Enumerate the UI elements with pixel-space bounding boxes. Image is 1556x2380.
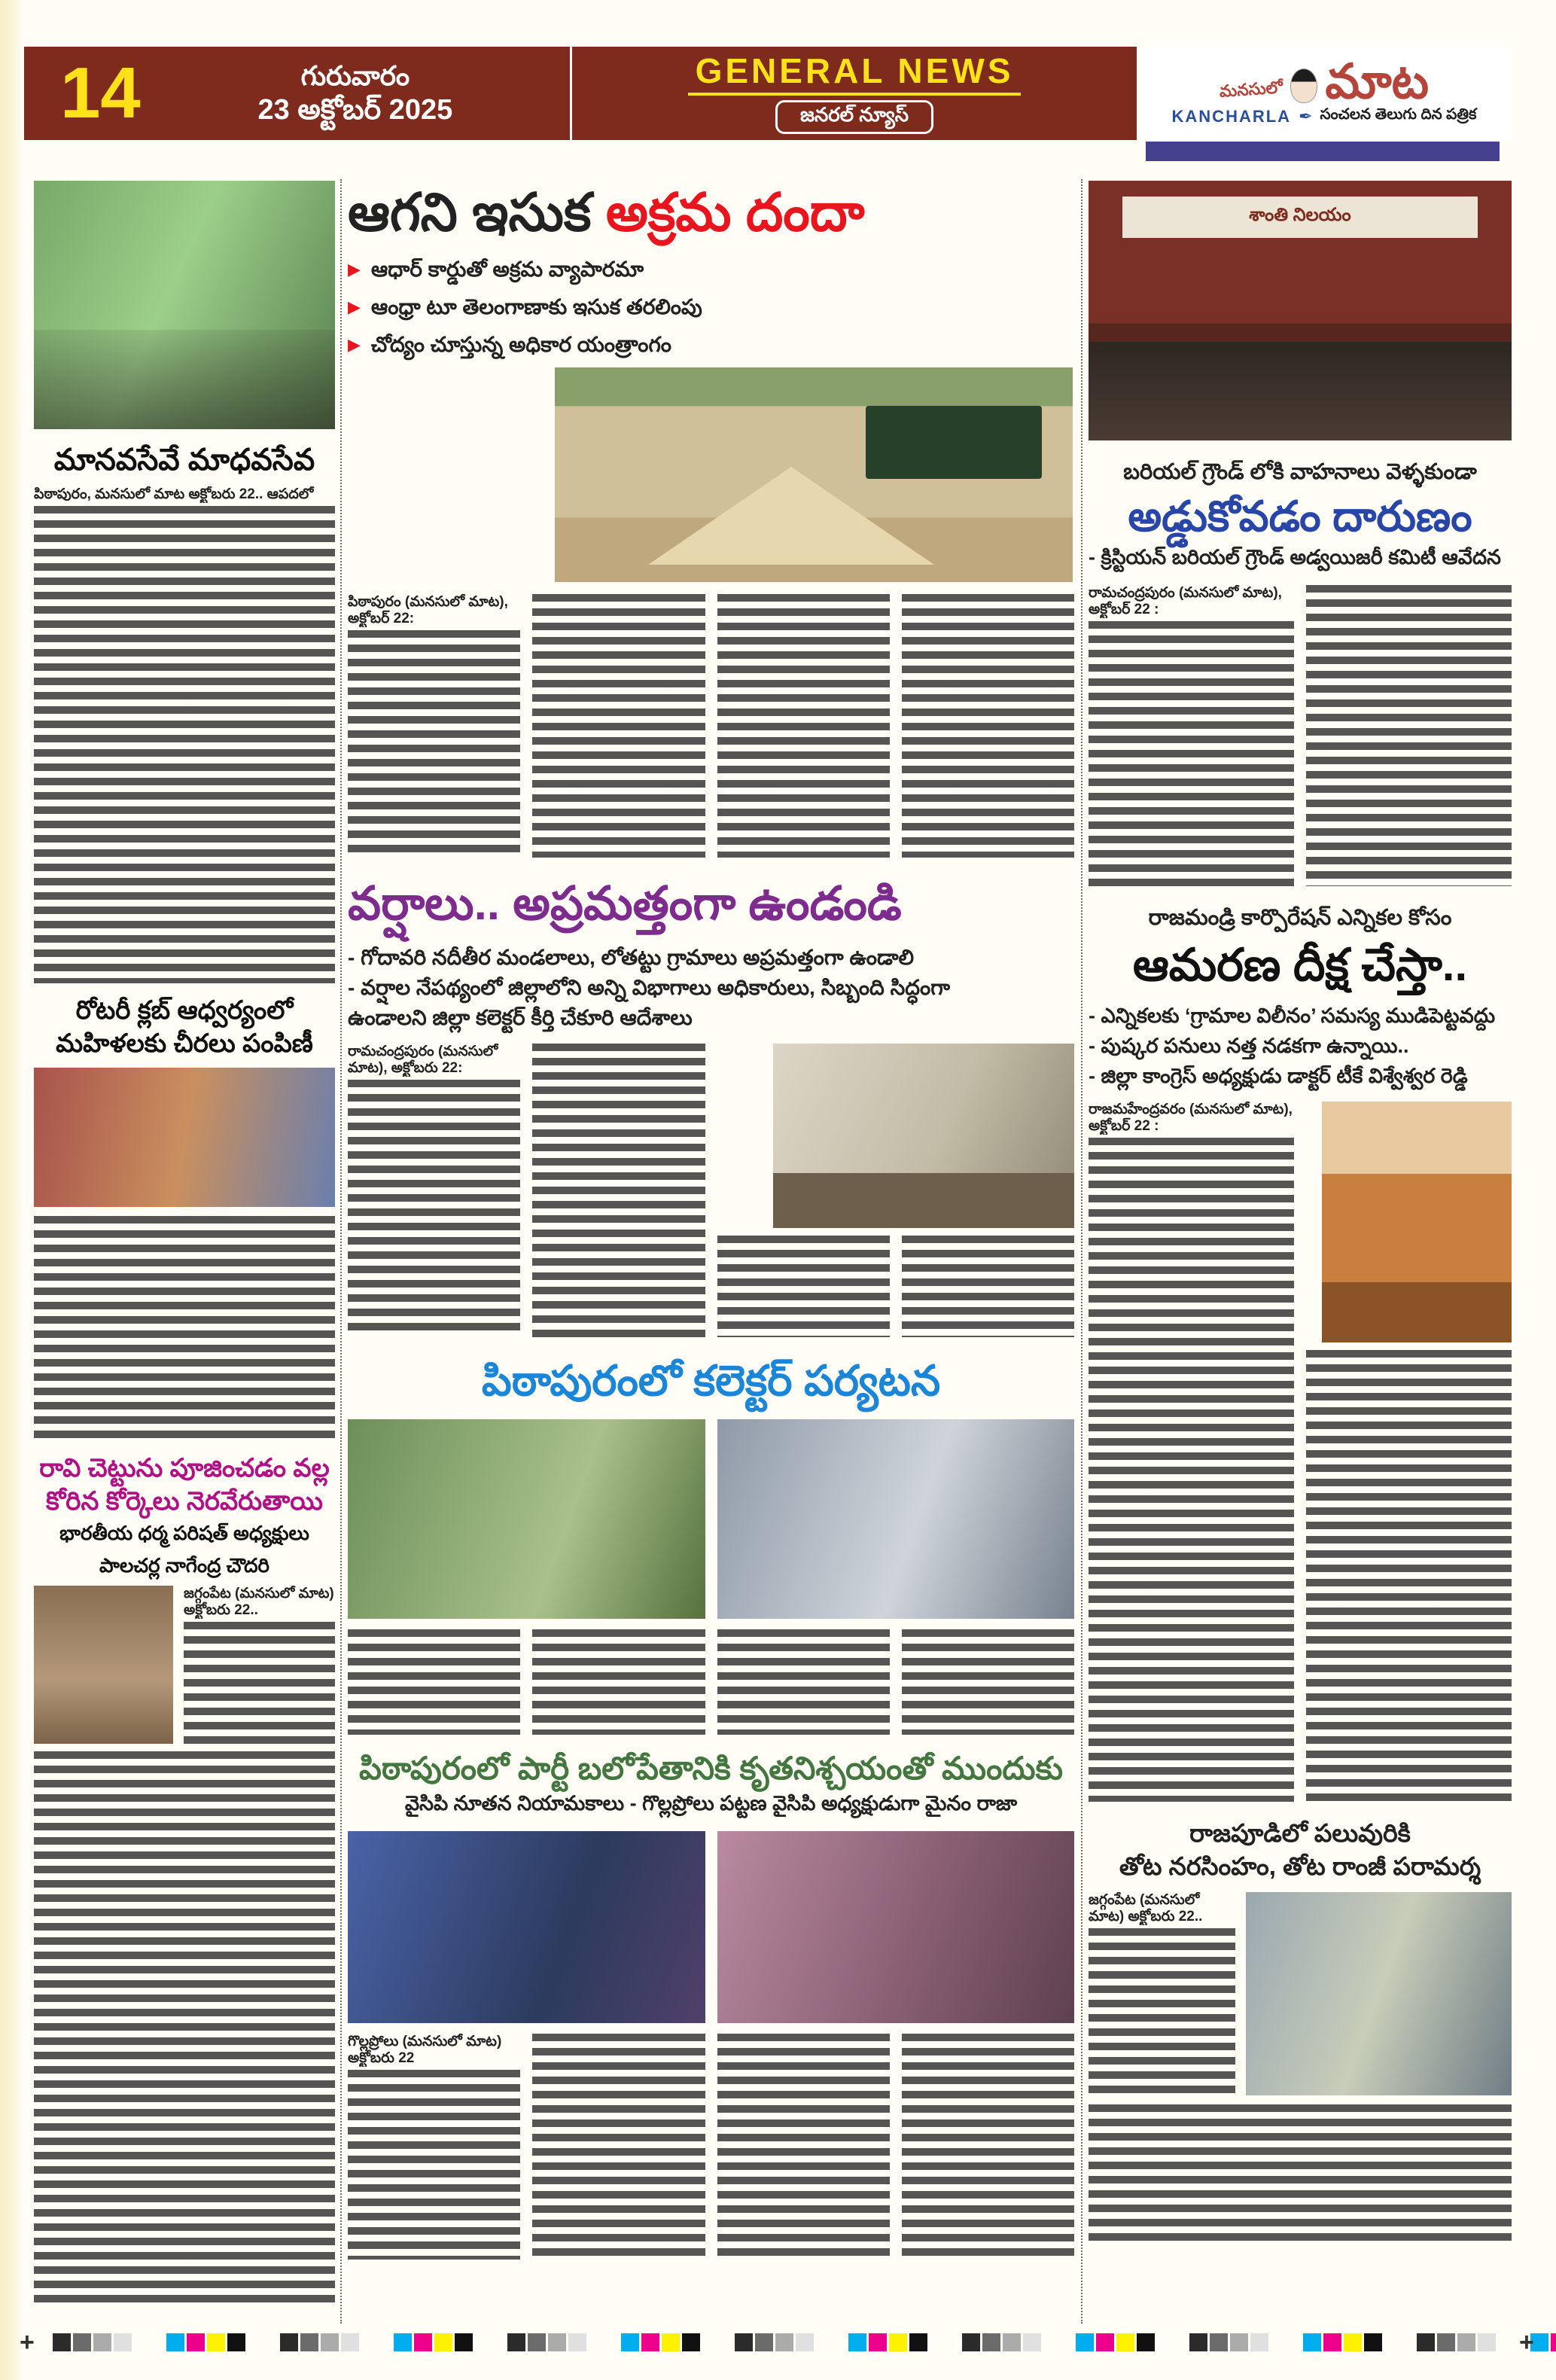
color-patch xyxy=(1303,2333,1321,2351)
color-patch xyxy=(187,2333,205,2351)
color-patch xyxy=(548,2333,566,2351)
grey-ramp-patch-group xyxy=(1189,2333,1268,2351)
body-text-greeked xyxy=(1089,2104,1512,2244)
color-patch xyxy=(775,2333,793,2351)
main-headline xyxy=(348,181,1074,244)
color-patch xyxy=(1096,2333,1114,2351)
header-band xyxy=(24,47,1137,140)
visit-headline-line2: తోట నరసింహం, తోట రాంజీ పరామర్శ xyxy=(1119,1851,1481,1880)
left-column xyxy=(34,181,335,2308)
color-patch xyxy=(1003,2333,1021,2351)
photo-saree-distribution xyxy=(34,1068,335,1207)
section-title-te: జనరల్ న్యూస్ xyxy=(775,100,933,134)
body-text-greeked xyxy=(532,594,705,858)
header-section-cell xyxy=(572,47,1137,140)
body-column-3 xyxy=(717,2034,890,2260)
main-bullet-2 xyxy=(348,292,1074,322)
masthead-tagline: సంచలన తెలుగు దిన పత్రిక xyxy=(1320,106,1477,123)
column-rule-left xyxy=(340,179,342,2324)
body-column-2 xyxy=(532,2034,705,2260)
sand-pile-shape xyxy=(648,467,934,565)
photo-congress-leader-portrait xyxy=(1322,1102,1512,1342)
photo-shanti-nilayam-stage xyxy=(1089,181,1512,440)
main-bullet-3-text: చోద్యం చూస్తున్న అధికార యంత్రాంగం xyxy=(370,333,671,356)
rain-article-dateline: రామచంద్రపురం (మనసులో మాట), అక్టోబరు 22: xyxy=(348,1044,498,1077)
color-patch xyxy=(962,2333,980,2351)
body-text-greeked xyxy=(34,1216,335,1438)
cmyk-patch-group xyxy=(1303,2333,1382,2351)
visit-media-row xyxy=(1089,1892,1512,2095)
desk-shape xyxy=(773,1173,1074,1229)
color-patch xyxy=(300,2333,318,2351)
color-patch xyxy=(394,2333,412,2351)
main-headline-red: అక్రమ దందా xyxy=(605,183,865,242)
color-patch xyxy=(1189,2333,1207,2351)
color-patch xyxy=(528,2333,546,2351)
rain-article-body-wrap xyxy=(348,1044,1074,1337)
color-patch xyxy=(735,2333,753,2351)
color-patch xyxy=(1323,2333,1341,2351)
middle-section xyxy=(348,181,1074,2260)
color-patch xyxy=(682,2333,700,2351)
color-patch xyxy=(1230,2333,1248,2351)
color-patch xyxy=(889,2333,907,2351)
body-column-1 xyxy=(1089,1102,1294,1802)
photo-cash-assistance-group xyxy=(34,181,335,429)
color-patch xyxy=(1417,2333,1435,2351)
body-text-greeked xyxy=(717,2034,890,2260)
color-patch xyxy=(414,2333,432,2351)
left-article3-dateline: జగ్గంపేట (మనసులో మాట) అక్టోబరు 22.. xyxy=(184,1586,334,1618)
fast-headline: ఆమరణ దీక్ష చేస్తా.. xyxy=(1132,939,1468,990)
fast-bullet-1: - ఎన్నికలకు ‘గ్రామాల విలీనం’ సమస్య ముడిపెట్టవద్దు xyxy=(1089,1004,1496,1027)
body-column-2 xyxy=(1306,585,1512,886)
color-patch xyxy=(755,2333,773,2351)
color-patch xyxy=(1344,2333,1362,2351)
cmyk-patch-group xyxy=(394,2333,473,2351)
body-text-greeked xyxy=(34,1751,335,2308)
color-patch xyxy=(982,2333,1000,2351)
burial-headline: అడ్డుకోవడం దారుణం xyxy=(1128,492,1472,540)
body-text-greeked xyxy=(1306,1350,1512,1802)
grey-ramp-patch-group xyxy=(735,2333,814,2351)
pen-nib-icon: ✒ xyxy=(1299,106,1313,126)
visit-body-start xyxy=(1089,1892,1235,2095)
color-patch xyxy=(1076,2333,1094,2351)
registration-cross-right: + xyxy=(1519,2328,1534,2357)
body-text-greeked xyxy=(902,1629,1074,1735)
registration-cross-left: + xyxy=(20,2328,35,2357)
fast-body-wrap xyxy=(1089,1102,1512,1802)
masthead-title: మాట xyxy=(1325,53,1430,108)
page-edge-shading xyxy=(0,0,24,2380)
body-text-greeked xyxy=(532,1629,705,1735)
color-patch xyxy=(455,2333,473,2351)
header-left-cell xyxy=(24,47,572,140)
body-column-1 xyxy=(1089,585,1294,886)
bullet-triangle-icon: ▶ xyxy=(348,260,361,279)
masthead-row xyxy=(1218,53,1430,108)
body-text-greeked xyxy=(184,1622,335,1744)
color-patch xyxy=(568,2333,586,2351)
bullet-triangle-icon: ▶ xyxy=(348,335,361,354)
color-patch xyxy=(796,2333,814,2351)
main-article-body xyxy=(348,594,1074,858)
body-text-greeked xyxy=(717,1236,890,1337)
grey-ramp-patch-group xyxy=(53,2333,132,2351)
left-article3-body-start xyxy=(184,1586,335,1744)
body-text-greeked xyxy=(348,630,520,858)
publisher-label: KANCHARLA xyxy=(1171,106,1292,126)
grey-ramp-patch-group xyxy=(962,2333,1041,2351)
main-article-dateline: పిఠాపురం (మనసులో మాట), అక్టోబర్ 22: xyxy=(348,594,508,626)
left-article3-media-row xyxy=(34,1586,335,1744)
color-patch xyxy=(114,2333,132,2351)
body-text-greeked xyxy=(1306,585,1512,886)
cmyk-patch-group xyxy=(1076,2333,1155,2351)
photo-rajapudi-visit xyxy=(1246,1892,1512,2095)
main-bullet-list xyxy=(348,254,1074,360)
left-article2-headline: రోటరీ క్లబ్ ఆధ్వర్యంలో మహిళలకు చీరలు పంపిణీ xyxy=(56,996,313,1058)
body-column-1 xyxy=(348,594,520,858)
day-label: గురువారం xyxy=(300,60,410,91)
left-article1-body xyxy=(34,486,335,983)
cmyk-patch-group xyxy=(1530,2333,1556,2351)
body-text-greeked xyxy=(34,506,335,983)
rain-subhead-2: - వర్షాల నేపథ్యంలో జిల్లాలోని అన్ని విభాగాలు అధికారులు, సిబ్బంది సిద్ధంగా xyxy=(348,976,950,1000)
body-column-4 xyxy=(902,2034,1074,2260)
main-bullet-3 xyxy=(348,330,1074,360)
color-patch xyxy=(1023,2333,1041,2351)
masthead-subrow xyxy=(1172,106,1477,126)
grey-ramp-patch-group xyxy=(1417,2333,1496,2351)
body-column-1 xyxy=(348,2034,520,2260)
main-bullet-2-text: ఆంధ్రా టూ తెలంగాణాకు ఇసుక తరలింపు xyxy=(370,295,702,318)
party-article-dateline: గొల్లప్రోలు (మనసులో మాట) అక్టోబరు 22 xyxy=(348,2034,502,2067)
collector-tour-photos xyxy=(348,1419,1074,1619)
masthead-pre-label: మనసులో xyxy=(1218,78,1283,102)
body-column-2 xyxy=(532,1629,705,1735)
date-block xyxy=(141,59,570,127)
right-column xyxy=(1089,181,1512,2244)
photo-collector-field-visit-2 xyxy=(717,1419,1075,1619)
body-text-greeked xyxy=(348,1629,520,1735)
body-text-greeked xyxy=(532,2034,705,2260)
color-patch xyxy=(1210,2333,1228,2351)
color-patch xyxy=(507,2333,525,2351)
grey-ramp-patch-group xyxy=(507,2333,586,2351)
masthead-logo xyxy=(1137,47,1512,140)
left-article1-headline: మానవసేవే మాధవసేవ xyxy=(53,443,315,477)
party-article-subhead: వైసిపి నూతన నియామకాలు - గొల్లప్రోలు పట్టణ వైసిపి అధ్యక్షుడుగా మైనం రాజా xyxy=(404,1792,1018,1815)
color-patch xyxy=(207,2333,225,2351)
color-patch xyxy=(621,2333,639,2351)
body-text-greeked xyxy=(348,2070,520,2260)
color-patch xyxy=(641,2333,659,2351)
body-text-greeked xyxy=(902,594,1074,858)
main-bullet-1-text: ఆధార్ కార్డుతో అక్రమ వ్యాపారమా xyxy=(370,258,644,281)
rain-subhead-1: - గోదావరి నదీతీర మండలాలు, లోతట్టు గ్రామాలు అప్రమత్తంగా ఉండాలి xyxy=(348,946,915,970)
color-patch xyxy=(280,2333,298,2351)
left-article3-subhead-2: పాలచర్ల నాగేంద్ర చౌదరి xyxy=(99,1554,269,1577)
bullet-triangle-icon: ▶ xyxy=(348,297,361,316)
body-column-2 xyxy=(532,1044,705,1337)
stage-banner: శాంతి నిలయం xyxy=(1122,197,1478,238)
burial-body xyxy=(1089,585,1512,886)
color-patch xyxy=(227,2333,245,2351)
body-text-greeked xyxy=(532,1044,705,1337)
collector-tour-headline: పిఠాపురంలో కలెక్టర్ పర్యటన xyxy=(481,1357,941,1405)
fast-bullet-2: - పుష్కర పనులు నత్త నడకగా ఉన్నాయి.. xyxy=(1089,1034,1409,1057)
visit-headline xyxy=(1089,1817,1512,1883)
main-headline-black: ఆగని ఇసుక xyxy=(348,183,606,242)
fast-bullet-3: - జిల్లా కాంగ్రెస్ అధ్యక్షుడు డాక్టర్ టీకే విశ్వేశ్వర రెడ్డి xyxy=(1089,1064,1468,1087)
body-text-greeked xyxy=(1089,621,1294,886)
color-patch xyxy=(848,2333,866,2351)
body-column-3 xyxy=(717,594,890,858)
visit-headline-line1: రాజపూడిలో పలువురికి xyxy=(1189,1818,1411,1847)
column-rule-right xyxy=(1081,179,1083,2324)
grey-ramp-patch-group xyxy=(280,2333,359,2351)
color-patch xyxy=(434,2333,452,2351)
body-column-1 xyxy=(348,1044,520,1337)
color-patch xyxy=(1457,2333,1475,2351)
color-patch xyxy=(93,2333,111,2351)
body-column-1 xyxy=(348,1629,520,1735)
party-article-body xyxy=(348,2034,1074,2260)
cmyk-patch-group xyxy=(621,2333,700,2351)
color-patch xyxy=(1551,2333,1556,2351)
color-patch xyxy=(1437,2333,1455,2351)
burial-subhead: - క్రిస్టియన్ బరియల్ గ్రౌండ్ అడ్వయిజరీ కమిటీ ఆవేదన xyxy=(1089,545,1501,568)
color-patch xyxy=(1250,2333,1268,2351)
date-label: 23 అక్టోబర్ 2025 xyxy=(257,94,453,126)
rain-article-headline: వర్షాలు.. అప్రమత్తంగా ఉండండి xyxy=(348,878,902,930)
body-text-greeked xyxy=(902,1236,1074,1337)
color-patch xyxy=(1478,2333,1496,2351)
fast-dateline: రాజమహేంద్రవరం (మనసులో మాట), అక్టోబర్ 22 : xyxy=(1089,1101,1293,1134)
color-patch xyxy=(1116,2333,1134,2351)
color-calibration-strip xyxy=(53,2333,1506,2352)
burial-kicker: బరియల్ గ్రౌండ్ లోకి వాహనాలు వెళ్ళకుండా xyxy=(1123,460,1477,484)
party-article-photos xyxy=(348,1831,1074,2023)
color-patch xyxy=(909,2333,927,2351)
color-patch xyxy=(341,2333,359,2351)
body-text-greeked xyxy=(902,2034,1074,2260)
cmyk-patch-group xyxy=(166,2333,245,2351)
color-patch xyxy=(869,2333,887,2351)
photo-shadow xyxy=(34,330,335,429)
body-text-greeked xyxy=(1089,1138,1294,1802)
section-title-en: GENERAL NEWS xyxy=(688,53,1022,95)
photo-collector-at-desk xyxy=(773,1044,1074,1228)
body-column-4 xyxy=(902,1629,1074,1735)
body-column-2 xyxy=(532,594,705,858)
main-bullet-1 xyxy=(348,254,1074,285)
photo-party-flags-group xyxy=(348,1831,705,2023)
photo-collector-field-visit-1 xyxy=(348,1419,705,1619)
visit-dateline: జగ్గంపేట (మనసులో మాట) అక్టోబరు 22.. xyxy=(1089,1891,1203,1924)
collector-tour-body xyxy=(348,1629,1074,1735)
color-patch xyxy=(73,2333,91,2351)
mascot-face-icon xyxy=(1290,69,1317,103)
left-article3-headline: రావి చెట్టును పూజించడం వల్ల కోరిన కోర్కెలు నెరవేరుతాయి xyxy=(39,1454,330,1516)
stage-people-shape xyxy=(1089,342,1512,440)
rain-subhead-3: ఉండాలని జిల్లా కలెక్టర్ కీర్తి చేకూరి ఆదేశాలు xyxy=(348,1006,693,1030)
burial-dateline: రామచంద్రపురం (మనసులో మాట), అక్టోబర్ 22 : xyxy=(1089,584,1282,617)
photo-peepal-tree xyxy=(34,1586,173,1744)
body-column-3 xyxy=(717,1629,890,1735)
fast-kicker: రాజమండ్రి కార్పొరేషన్ ఎన్నికల కోసం xyxy=(1148,905,1452,930)
body-text-greeked xyxy=(348,1080,520,1337)
left-article3-subhead-1: భారతీయ ధర్మ పరిషత్ అధ్యక్షులు xyxy=(59,1522,309,1544)
color-patch xyxy=(1137,2333,1155,2351)
page-number: 14 xyxy=(60,53,141,133)
color-patch xyxy=(166,2333,184,2351)
photo-party-indoor-garlands xyxy=(717,1831,1075,2023)
color-patch xyxy=(662,2333,680,2351)
color-patch xyxy=(321,2333,339,2351)
body-text-greeked xyxy=(717,594,890,858)
body-text-greeked xyxy=(1089,1928,1235,2095)
photo-sand-mining-trucks xyxy=(555,367,1073,582)
color-patch xyxy=(53,2333,71,2351)
party-article-headline: పిఠాపురంలో పార్టీ బలోపేతానికి కృతనిశ్చయంతో ముందుకు xyxy=(358,1750,1064,1786)
body-text-greeked xyxy=(717,1629,890,1735)
left-article1-dateline: పిఠాపురం, మనసులో మాట అక్టోబరు 22.. ఆపదలో xyxy=(34,486,314,502)
color-patch xyxy=(1364,2333,1382,2351)
body-column-4 xyxy=(902,594,1074,858)
masthead-underline-bar xyxy=(1146,142,1500,161)
cmyk-patch-group xyxy=(848,2333,927,2351)
